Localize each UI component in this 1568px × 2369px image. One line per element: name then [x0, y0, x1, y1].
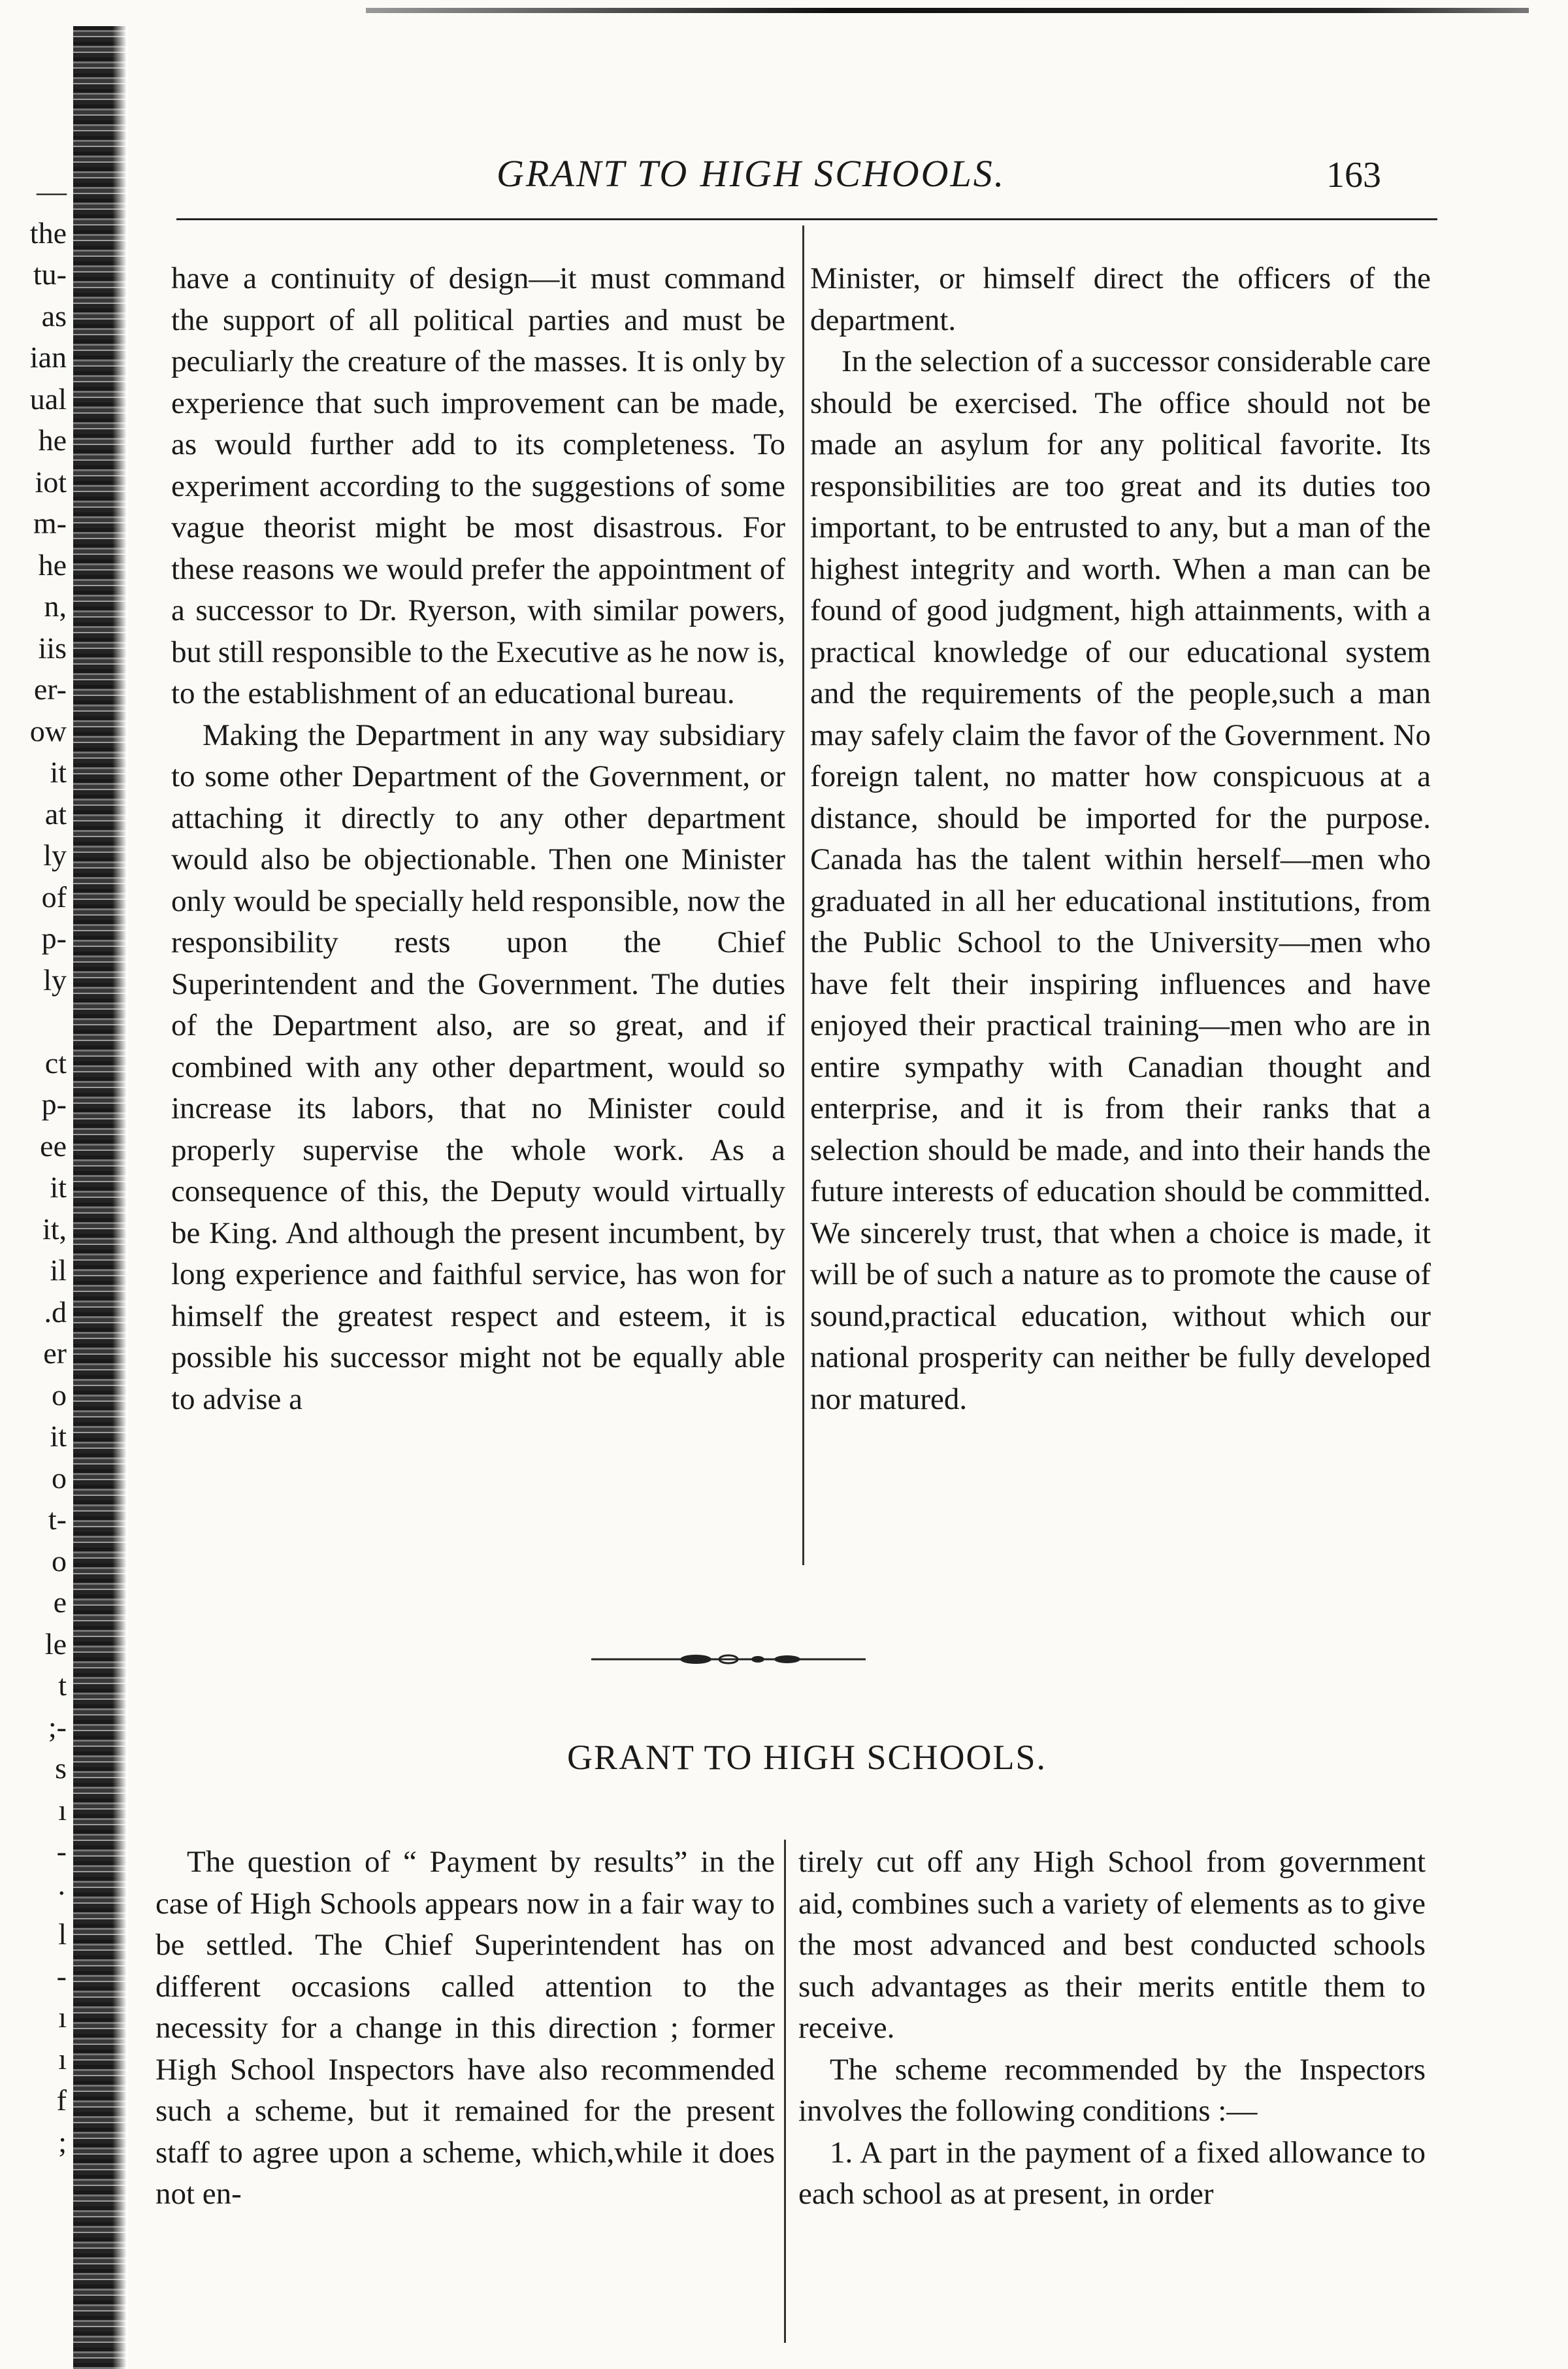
- margin-fragment: ;: [58, 2125, 67, 2159]
- margin-fragment: t-: [48, 1502, 67, 1536]
- margin-fragment: t: [58, 1668, 67, 1702]
- margin-fragment: ct: [44, 1046, 67, 1080]
- margin-fragment: ee: [40, 1129, 67, 1163]
- margin-fragment: p-: [41, 921, 67, 955]
- margin-fragment: p-: [41, 1087, 67, 1121]
- margin-fragment: —: [37, 174, 67, 208]
- margin-fragment: it: [50, 1419, 67, 1453]
- margin-fragment: ·: [56, 1876, 67, 1910]
- margin-fragment: it,: [42, 1212, 67, 1246]
- margin-fragment: ow: [29, 714, 67, 748]
- margin-fragment: of: [41, 880, 67, 914]
- top-edge-rule: [366, 8, 1529, 13]
- margin-fragment: ly: [43, 963, 67, 997]
- column-divider: [802, 225, 804, 1565]
- margin-fragment: ı: [58, 2042, 67, 2076]
- margin-fragment: ual: [29, 382, 67, 416]
- paragraph: Making the Department in any way subsidiary to some other Department of the Government, or attaching it directly to any other department would also be objectionable. Then one Minister only would be specially held responsible, now the responsibility rests upon the Chief Superintendent and the Government. The duties of the Department also, are so great, and if combined with any other department, would so increase its labors, that no Minister could properly supervise the whole work. As a consequence of this, the Deputy would virtually be King. And although the present incumbent, by long experience and faithful service, has won for himself the greatest respect and esteem, it is possible his successor might not be equally able to advise a: [171, 718, 785, 1416]
- margin-fragment: o: [52, 1544, 67, 1578]
- section-right-column: [798, 1842, 1426, 2215]
- paragraph: 1. A part in the payment of a fixed allowance to each school as at present, in order: [798, 2135, 1426, 2211]
- paragraph: In the selection of a successor considerable care should be exercised. The office should not be made an asylum for any political favorite. Its responsibilities are too great and its duties too important, to be entrusted to any, but a man of the highest integrity and worth. When a man can be found of good judgment, high attainments, with a practical knowledge of our educational system and the requirements of the people,such a man may safely claim the favor of the Government. No foreign talent, no matter how conspicuous at a distance, should be imported for the purpose. Canada has the talent within herself—men who graduated in all her educational institutions, from the Public School to the University—men who have felt their inspiring influences and have enjoyed their practical training—men who are in entire sympathy with Canadian thought and enterprise, and it is from their ranks that a selection should be made, and into their hands the future interests of education should be committed. We sincerely trust, that when a choice is made, it will be of such a nature as to promote the cause of sound,practical education, without which our national prosperity can neither be fully developed nor matured.: [810, 344, 1431, 1416]
- margin-fragment: ı: [58, 1793, 67, 1827]
- margin-fragment: l: [58, 1917, 67, 1951]
- margin-fragment: it: [50, 755, 67, 789]
- running-head-title: GRANT TO HIGH SCHOOLS.: [497, 152, 1006, 195]
- margin-fragment: o: [52, 1378, 67, 1412]
- margin-fragment: -: [56, 1834, 67, 1868]
- margin-fragment: ı: [58, 2000, 67, 2034]
- margin-fragment: it: [50, 1170, 67, 1204]
- paragraph: The question of “ Payment by results” in the case of High Schools appears now in a fair way to be settled. The Chief Superintendent has on different occasions called attention to the necessity for a change in this direction ; former High School Inspectors have also recommended such a scheme, but it remained for the present staff to agree upon a scheme, which,while it does not en-: [155, 1845, 775, 2211]
- book-binding-edge: [73, 26, 128, 2369]
- column-divider: [784, 1840, 786, 2343]
- margin-fragment: o: [52, 1461, 67, 1495]
- article-top-left-column: [171, 258, 785, 1420]
- margin-fragment: he: [38, 548, 67, 582]
- margin-fragment: tu-: [33, 257, 67, 291]
- margin-fragment: e: [53, 1585, 67, 1619]
- margin-fragment: ly: [43, 838, 67, 872]
- margin-fragment: iot: [35, 465, 67, 499]
- section-ornament: [591, 1653, 866, 1666]
- margin-fragment: er-: [33, 672, 67, 706]
- margin-fragment: ;-: [48, 1710, 67, 1744]
- article-top-right-column: [810, 258, 1431, 1420]
- margin-fragment: le: [44, 1627, 67, 1661]
- margin-fragment: ian: [29, 340, 67, 374]
- margin-fragment: he: [38, 423, 67, 457]
- margin-fragment: er: [43, 1336, 67, 1370]
- margin-fragment: n,: [44, 589, 67, 623]
- margin-fragment: at: [44, 797, 67, 831]
- section-title: GRANT TO HIGH SCHOOLS.: [566, 1738, 1047, 1777]
- paragraph: tirely cut off any High School from government aid, combines such a variety of elements as to give the most advanced and best conducted schools such advantages as their merits entitle them to receive.: [798, 1845, 1426, 2045]
- margin-fragment: s: [55, 1751, 67, 1785]
- paragraph: The scheme recommended by the Inspectors involves the following conditions :—: [798, 2052, 1426, 2128]
- margin-fragment: m-: [33, 506, 67, 540]
- margin-fragment: f: [56, 2083, 67, 2117]
- section-left-column: [155, 1842, 775, 2215]
- page-number: 163: [1326, 155, 1381, 195]
- margin-fragment: iis: [38, 631, 67, 665]
- margin-fragment: as: [41, 299, 67, 333]
- running-head-rule: [176, 218, 1437, 220]
- margin-fragment: .d: [44, 1295, 67, 1329]
- margin-fragment: il: [50, 1253, 67, 1287]
- paragraph: have a continuity of design—it must command the support of all political parties and must be peculiarly the creature of the masses. It is only by experience that such improvement can be made, as would further add to its completeness. To experiment according to the suggestions of some vague theorist might be most disastrous. For these reasons we would prefer the appointment of a successor to Dr. Ryerson, with similar powers, but still responsible to the Executive as he now is, to the establishment of an educational bureau.: [171, 261, 785, 710]
- margin-fragment: -: [56, 1959, 67, 1993]
- margin-fragment: the: [29, 216, 67, 250]
- paragraph: Minister, or himself direct the officers of the department.: [810, 261, 1431, 337]
